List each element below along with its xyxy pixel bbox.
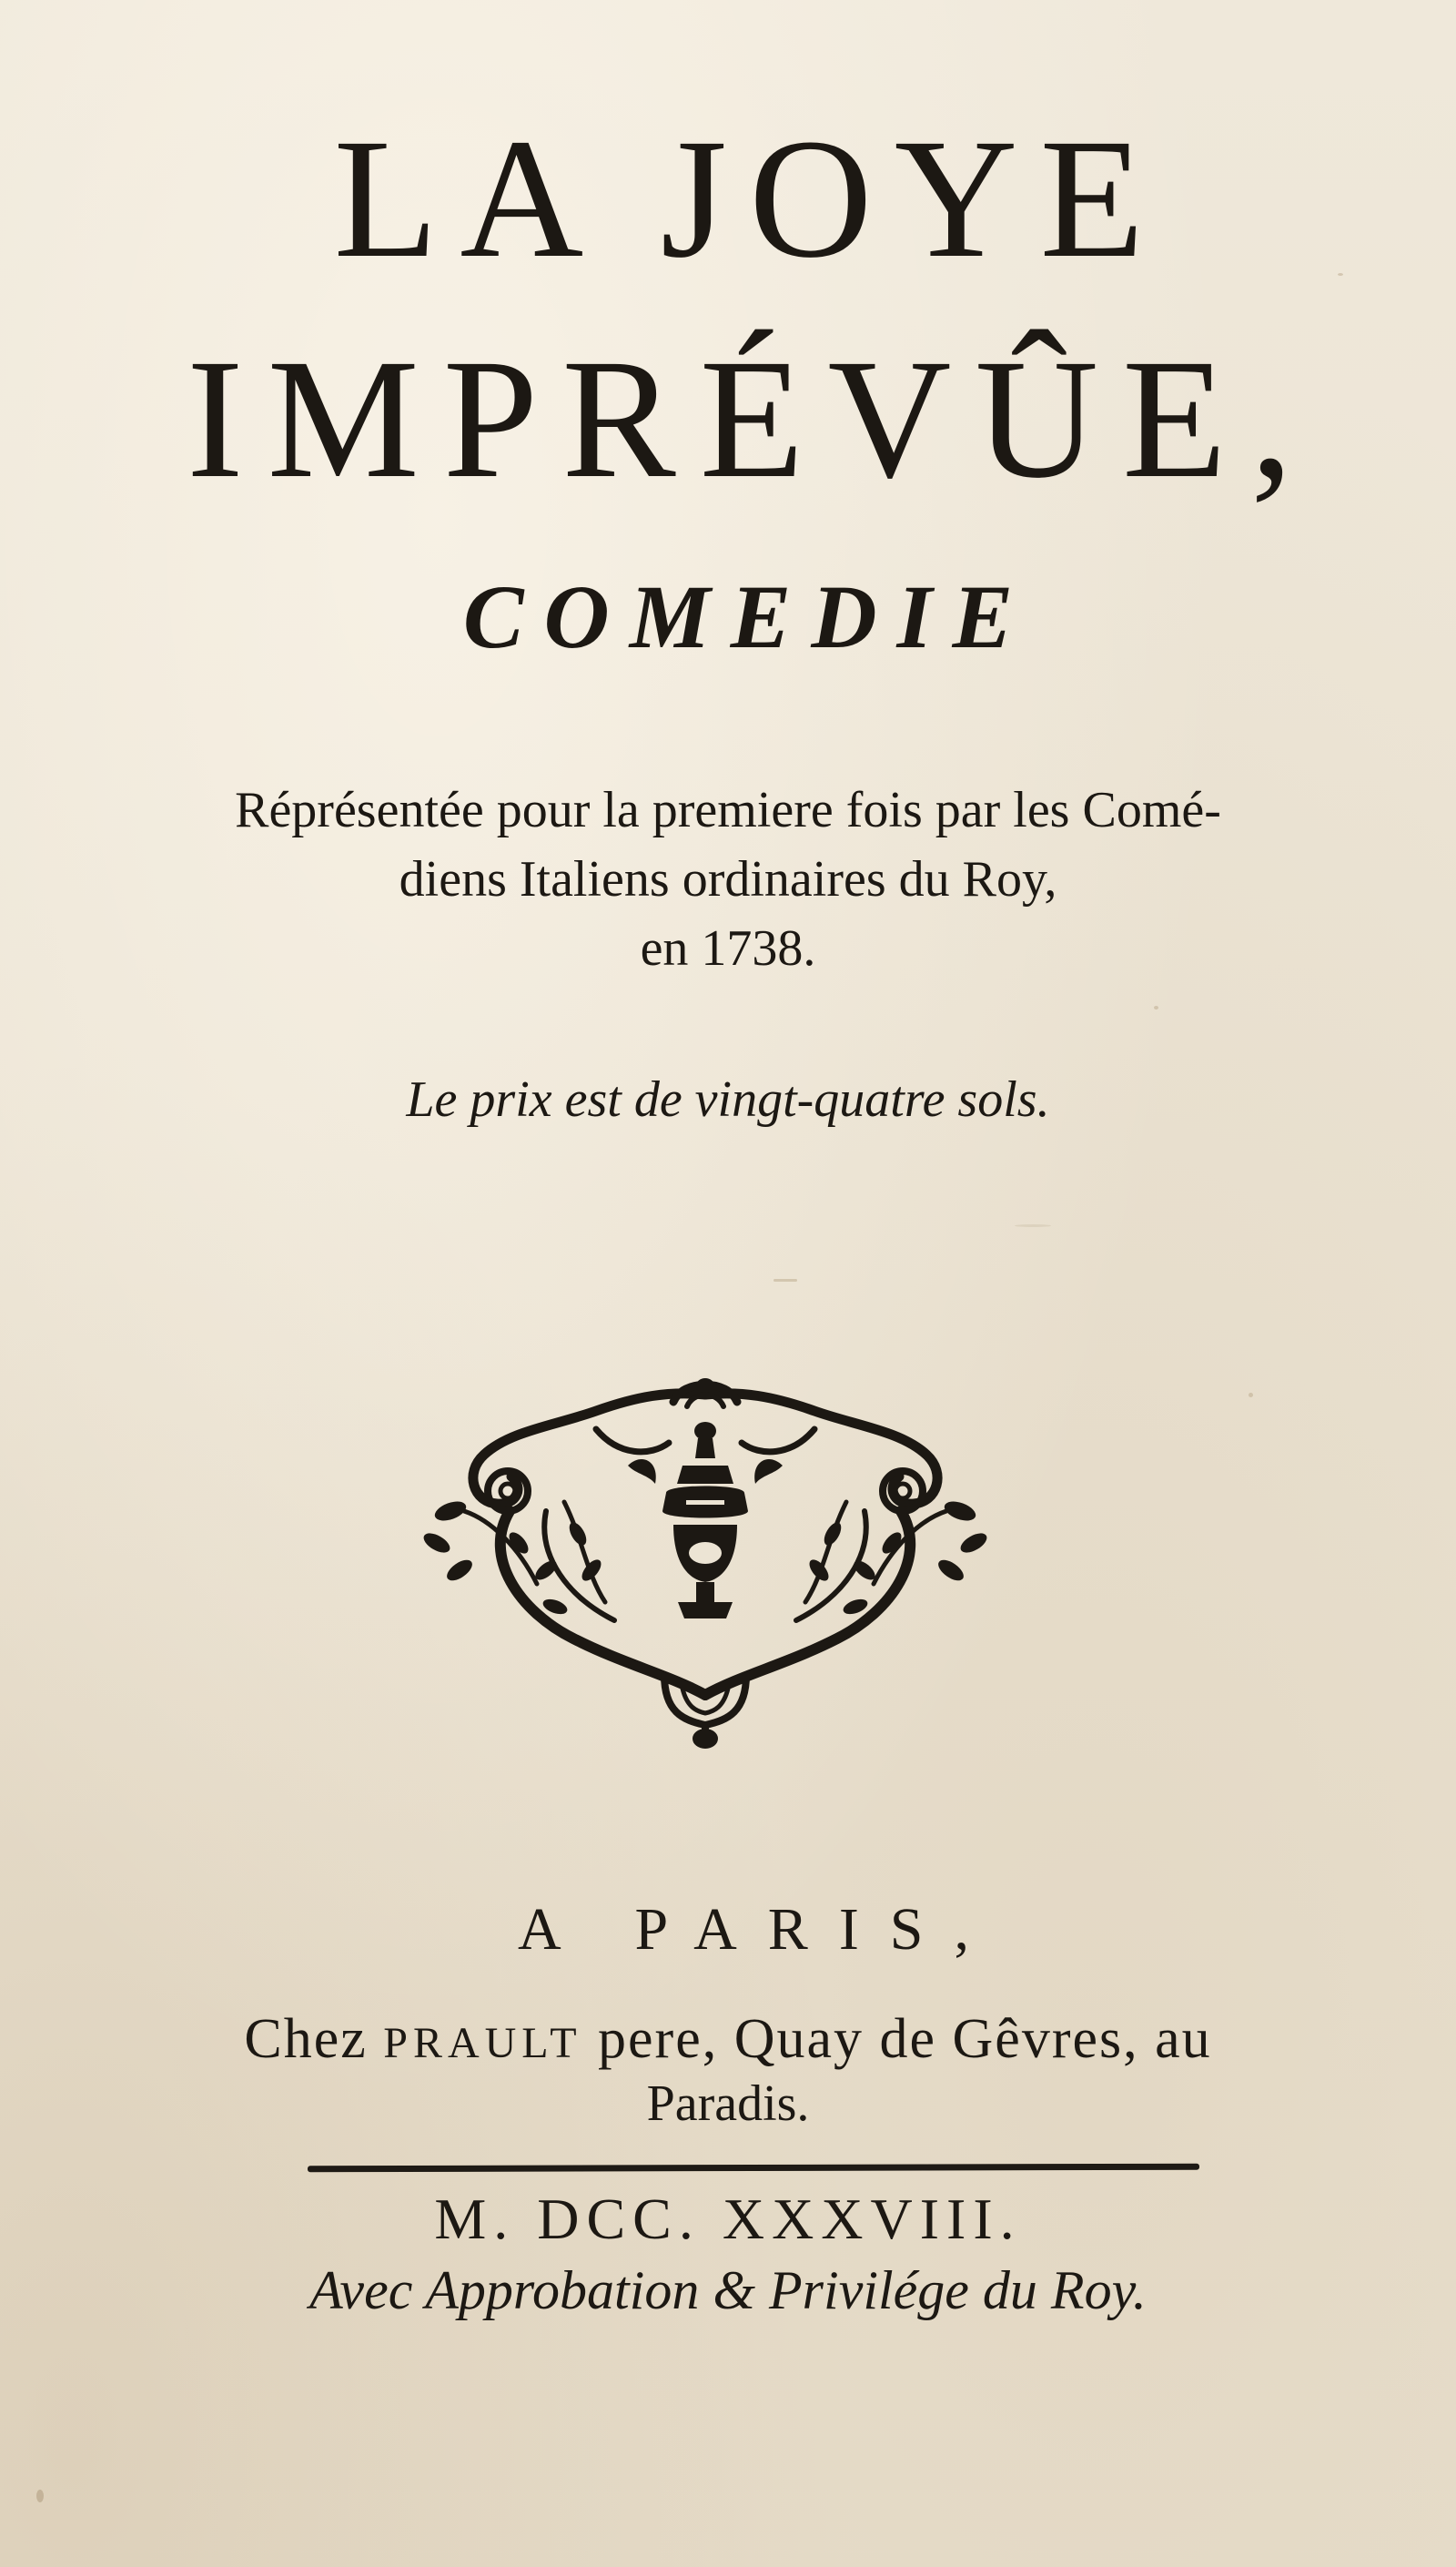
- imprint-publisher-line-2: Paradis.: [646, 2075, 810, 2132]
- title-line-1: LA JOYE: [333, 103, 1167, 293]
- publisher-suffix: pere, Quay de Gêvres, au: [598, 2008, 1212, 2070]
- paper-speck: [774, 1279, 797, 1282]
- genre-heading: COMEDIE: [462, 566, 1034, 667]
- subtitle-line-3: en 1738.: [640, 920, 816, 977]
- paper-speck: [1015, 1224, 1051, 1227]
- urn-cartouche-ornament-icon: [410, 1375, 1001, 1757]
- paper-speck: [1154, 1006, 1158, 1010]
- title-line-2: IMPRÉVÛE,: [187, 323, 1317, 513]
- imprint-year: M. DCC. XXXVIII.: [434, 2187, 1022, 2251]
- imprint-city: A PARIS,: [517, 1896, 1001, 1963]
- price-line: Le prix est de vingt-quatre sols.: [406, 1071, 1050, 1128]
- paper-speck: [1249, 1393, 1253, 1397]
- paper-speck: [36, 2490, 44, 2502]
- imprint-privilege: Avec Approbation & Privilége du Roy.: [309, 2260, 1147, 2320]
- subtitle-line-2: diens Italiens ordinaires du Roy,: [399, 851, 1057, 908]
- publisher-prefix: Chez: [244, 2008, 368, 2070]
- publisher-name: PRAULT: [383, 2019, 582, 2067]
- imprint-publisher: [0, 2006, 1456, 2076]
- subtitle-line-1: Réprésentée pour la premiere fois par les Comé-: [235, 782, 1221, 838]
- divider-rule: [308, 2164, 1199, 2173]
